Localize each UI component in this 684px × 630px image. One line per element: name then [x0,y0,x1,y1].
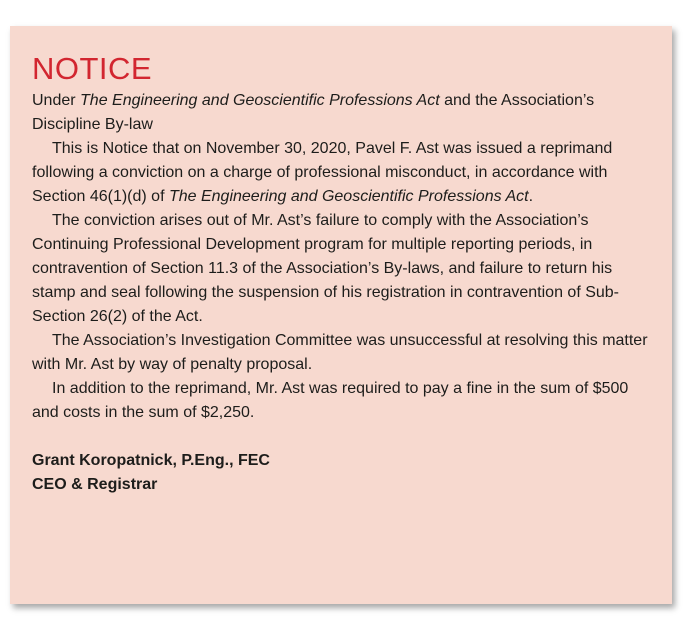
signature-name: Grant Koropatnick, P.Eng., FEC [32,452,270,469]
intro-paragraph [32,89,652,137]
signature-block [32,449,652,497]
signature-title: CEO & Registrar [32,476,158,493]
intro-text-2: and the Association’s Discipline By-law [32,92,595,133]
paragraph-reprimand [32,137,652,209]
paragraph-reprimand-text: This is Notice that on November 30, 2020, Pavel F. Ast was issued a reprimand following a conviction on a charge of professional misconduct, in accordance with Section 46(1)(d) of [32,140,613,205]
paragraph-investigation: The Association’s Investigation Committee was unsuccessful at resolving this matter with Mr. Ast by way of penalty proposal. [32,332,648,373]
notice-body [32,89,652,425]
notice-box [10,26,672,604]
notice-title: NOTICE [32,51,153,86]
intro-act-title: The Engineering and Geoscientific Professions Act [80,92,440,109]
paragraph-reprimand-end: . [528,188,534,205]
paragraph-conviction: The conviction arises out of Mr. Ast’s failure to comply with the Association’s Continuing Professional Development program for multiple reporting periods, in contravention of Section 11.3 of the Association’s By-laws, and failure to return his stamp and seal following the suspension of his registration in contravention of Sub-Section 26(2) of the Act. [32,212,620,325]
paragraph-reprimand-act-title: The Engineering and Geoscientific Professions Act [168,188,529,205]
intro-text-1: Under [32,92,81,109]
paragraph-fine: In addition to the reprimand, Mr. Ast was required to pay a fine in the sum of $500 and costs in the sum of $2,250. [32,380,629,421]
